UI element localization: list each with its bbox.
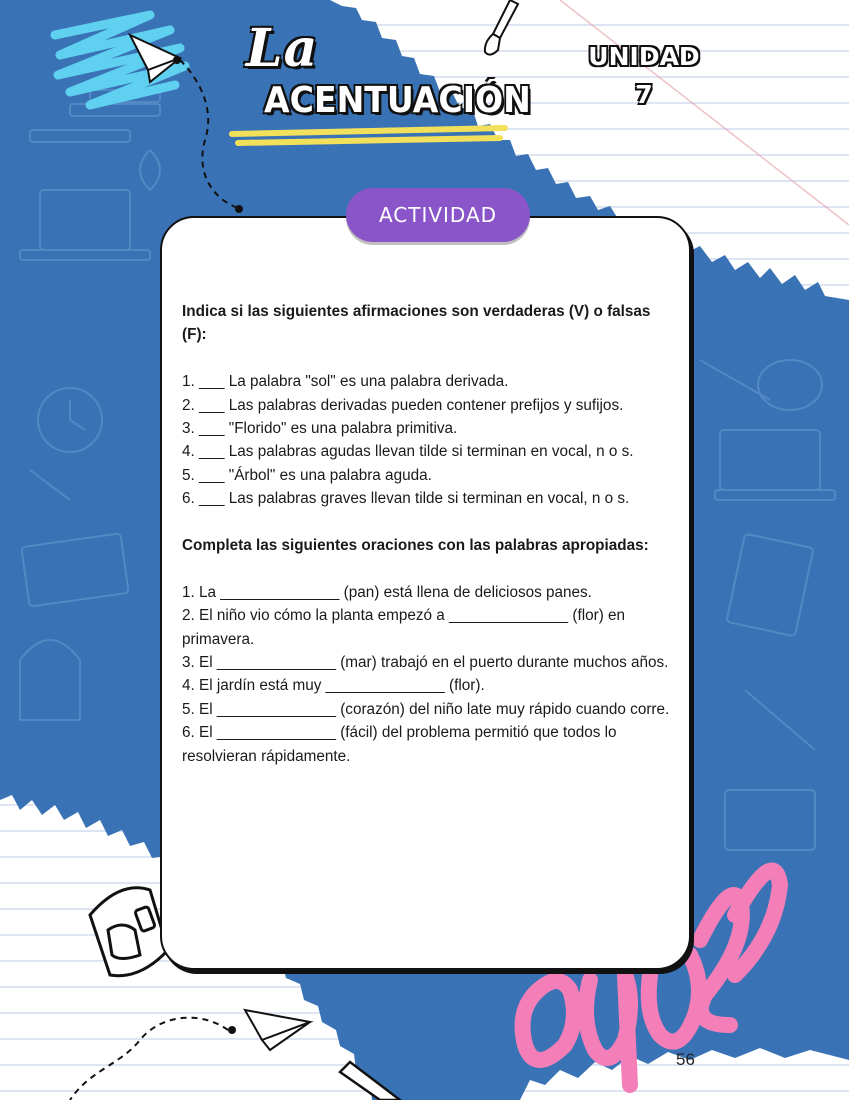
section1-item: 4. ___ Las palabras agudas llevan tilde si terminan en vocal, n o s. <box>182 443 634 461</box>
section1-item: 3. ___ "Florido" es una palabra primitiva. <box>182 420 458 438</box>
section2-item: 2. El niño vio cómo la planta empezó a ______________ (flor) en primavera. <box>182 607 626 648</box>
unit-word: UNIDAD <box>588 42 700 71</box>
section2-item: 4. El jardín está muy ______________ (flor). <box>182 677 485 695</box>
page-title: ACENTUACIÓN <box>264 80 531 121</box>
unit-label <box>582 38 706 114</box>
section1-item: 2. ___ Las palabras derivadas pueden contener prefijos y sufijos. <box>182 396 624 414</box>
title-small: La <box>246 18 319 79</box>
yellow-underline <box>232 128 505 143</box>
section2-item: 1. La ______________ (pan) está llena de deliciosos panes. <box>182 583 592 601</box>
page-number: 56 <box>676 1050 695 1069</box>
section1-item: 5. ___ "Árbol" es una palabra aguda. <box>182 466 432 484</box>
unit-number: 7 <box>635 80 653 109</box>
section2-item: 5. El ______________ (corazón) del niño late muy rápido cuando corre. <box>182 700 670 718</box>
activity-content <box>182 300 674 768</box>
section1-item: 1. ___ La palabra "sol" es una palabra derivada. <box>182 373 509 391</box>
section1-instruction: Indica si las siguientes afirmaciones son verdaderas (V) o falsas (F): <box>182 303 651 344</box>
section2-item: 3. El ______________ (mar) trabajó en el puerto durante muchos años. <box>182 654 669 672</box>
section1-item: 6. ___ Las palabras graves llevan tilde si terminan en vocal, n o s. <box>182 490 630 508</box>
section2-item: 6. El ______________ (fácil) del problema permitió que todos lo resolvieran rápidamente. <box>182 724 617 765</box>
section2-instruction: Completa las siguientes oraciones con las palabras apropiadas: <box>182 537 649 555</box>
activity-badge: ACTIVIDAD <box>346 188 530 242</box>
